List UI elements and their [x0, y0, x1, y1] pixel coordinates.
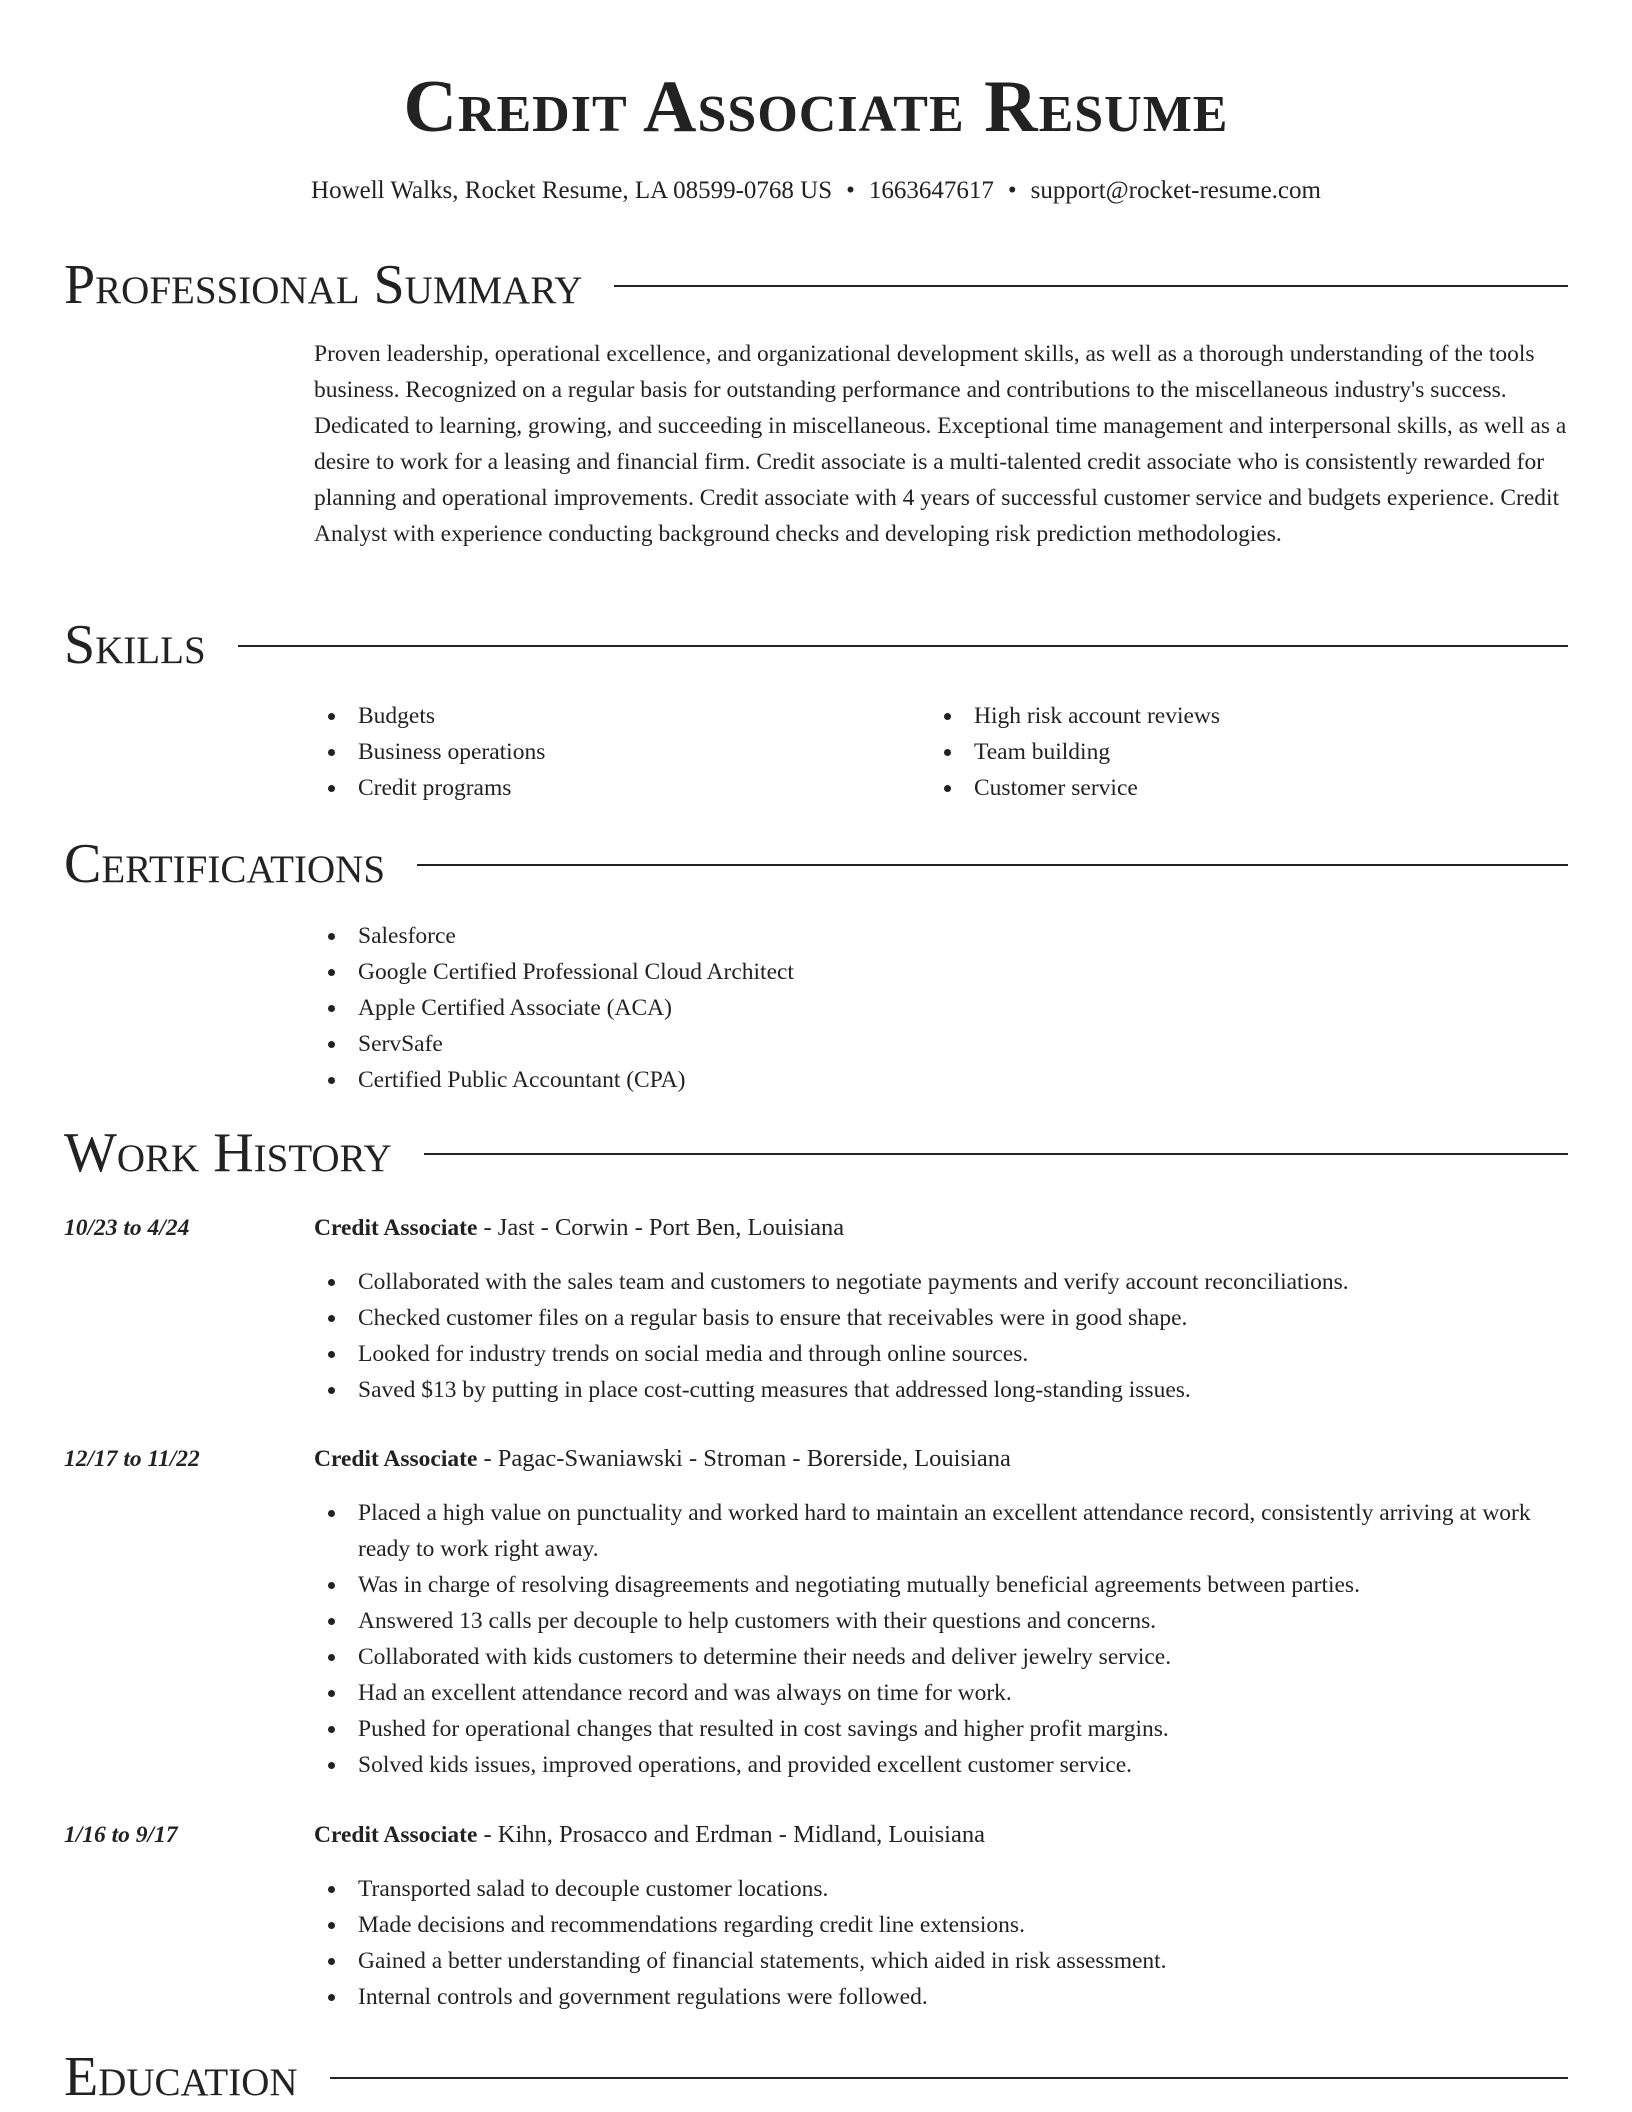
certification-item: Apple Certified Associate (ACA): [314, 990, 1568, 1026]
job-bullet: Looked for industry trends on social media and through online sources.: [314, 1336, 1568, 1372]
job-bullet: Was in charge of resolving disagreements and negotiating mutually beneficial agreements between parties.: [314, 1567, 1568, 1603]
contact-address: Howell Walks, Rocket Resume, LA 08599-0768 US: [311, 177, 833, 204]
job-bullet: Solved kids issues, improved operations, and provided excellent customer service.: [314, 1747, 1568, 1783]
contact-phone: 1663647617: [868, 177, 994, 204]
job-header: [314, 1210, 1568, 1246]
job-dates: 1/16 to 9/17: [64, 1822, 178, 1848]
summary-text: Proven leadership, operational excellence, and organizational development skills, as well as a thorough understanding of the tools business. Recognized on a regular basis for outstanding performance and contributions to the miscellaneous industry's success. Dedicated to learning, growing, and succeeding in miscellaneous. Exceptional time management and interpersonal skills, as well as a desire to work for a leasing and financial firm. Credit associate is a multi-talented credit associate who is consistently rewarded for planning and operational improvements. Credit associate with 4 years of successful customer service and budgets experience. Credit Analyst with experience conducting background checks and developing risk prediction methodologies.: [314, 341, 1567, 547]
job-bullets: [314, 1871, 1568, 2015]
job-bullet: Had an excellent attendance record and was always on time for work.: [314, 1675, 1568, 1711]
job-company: - Jast - Corwin - Port Ben, Louisiana: [477, 1214, 845, 1241]
skills-list-right: [930, 698, 1530, 806]
skill-item: High risk account reviews: [930, 698, 1530, 734]
contact-email: support@rocket-resume.com: [1030, 177, 1321, 204]
skills-list-left: [314, 698, 914, 806]
job-dates: 12/17 to 11/22: [64, 1446, 200, 1472]
job-role: Credit Associate: [314, 1822, 478, 1848]
job-header: [314, 1441, 1568, 1477]
certification-item: Certified Public Accountant (CPA): [314, 1062, 1568, 1098]
section-divider: [238, 645, 1568, 647]
job-bullet: Answered 13 calls per decouple to help customers with their questions and concerns.: [314, 1603, 1568, 1639]
section-title: Certifications: [64, 833, 386, 895]
section-heading-certifications: [64, 829, 1568, 899]
section-heading-education: [64, 2042, 1568, 2112]
section-divider: [330, 2077, 1568, 2079]
section-heading-work-history: [64, 1118, 1568, 1188]
section-heading-skills: [64, 610, 1568, 680]
skill-item: Business operations: [314, 734, 914, 770]
job-company: - Pagac-Swaniawski - Stroman - Borerside, Louisiana: [477, 1445, 1011, 1472]
certification-item: Google Certified Professional Cloud Architect: [314, 954, 1568, 990]
job-company: - Kihn, Prosacco and Erdman - Midland, Louisiana: [477, 1821, 985, 1848]
job-bullet: Checked customer files on a regular basis to ensure that receivables were in good shape.: [314, 1300, 1568, 1336]
job-bullet: Gained a better understanding of financial statements, which aided in risk assessment.: [314, 1943, 1568, 1979]
job-bullet: Placed a high value on punctuality and worked hard to maintain an excellent attendance record, consistently arriving at work ready to work right away.: [314, 1495, 1568, 1567]
skill-item: Credit programs: [314, 770, 914, 806]
job-bullet: Made decisions and recommendations regarding credit line extensions.: [314, 1907, 1568, 1943]
skill-item: Budgets: [314, 698, 914, 734]
section-divider: [417, 864, 1568, 866]
skill-item: Customer service: [930, 770, 1530, 806]
job-bullet: Saved $13 by putting in place cost-cutting measures that addressed long-standing issues.: [314, 1372, 1568, 1408]
job-role: Credit Associate: [314, 1215, 478, 1241]
section-title: Skills: [64, 614, 206, 676]
job-bullet: Internal controls and government regulations were followed.: [314, 1979, 1568, 2015]
contact-separator: •: [846, 177, 855, 204]
section-divider: [424, 1153, 1568, 1155]
resume-title: Credit Associate Resume: [403, 66, 1229, 148]
section-title: Education: [64, 2046, 298, 2108]
certifications-list: [314, 918, 1568, 1098]
certification-item: Salesforce: [314, 918, 1568, 954]
job-bullet: Pushed for operational changes that resulted in cost savings and higher profit margins.: [314, 1711, 1568, 1747]
section-title: Professional Summary: [64, 254, 583, 316]
job-bullet: Transported salad to decouple customer locations.: [314, 1871, 1568, 1907]
section-divider: [614, 285, 1568, 287]
job-bullets: [314, 1495, 1568, 1783]
contact-separator: •: [1007, 177, 1017, 204]
job-bullet: Collaborated with kids customers to determine their needs and deliver jewelry service.: [314, 1639, 1568, 1675]
skill-item: Team building: [930, 734, 1530, 770]
job-role: Credit Associate: [314, 1446, 478, 1472]
section-heading-summary: [64, 250, 1568, 320]
job-header: [314, 1817, 1568, 1853]
certification-item: ServSafe: [314, 1026, 1568, 1062]
section-title: Work History: [64, 1122, 392, 1184]
job-dates: 10/23 to 4/24: [64, 1215, 190, 1241]
job-bullets: [314, 1264, 1568, 1408]
contact-line: [0, 174, 1632, 208]
job-bullet: Collaborated with the sales team and customers to negotiate payments and verify account reconciliations.: [314, 1264, 1568, 1300]
